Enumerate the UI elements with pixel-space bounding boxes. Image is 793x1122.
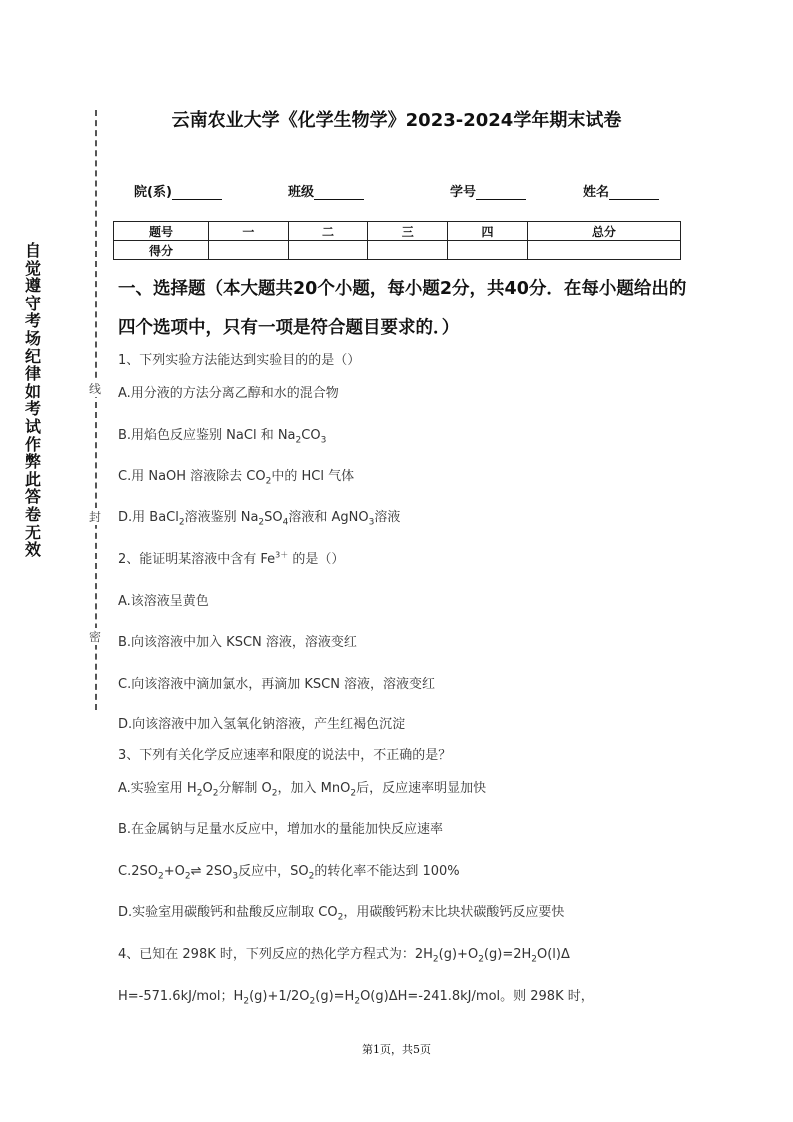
page-footer: 第1页，共5页 — [362, 1043, 431, 1056]
score-cell-4: 四 — [448, 222, 528, 241]
q3-option-c: $C.2SO_2+O_2\rightleftharpoons$ $2SO_3$反应中，$SO_2$的转化率不能达到 100% — [118, 864, 460, 882]
q4-line-1: 4、已知在 298K 时，下列反应的热化学方程式为：$2H_2(g)+O_2(g)=2H_2O(l)\Delta$ — [118, 947, 570, 965]
score-cell-label: 题号 — [114, 222, 209, 241]
class-field: 班级 — [288, 181, 364, 200]
binding-mark-secret: 密 — [85, 628, 105, 645]
q1-option-a: A.用分液的方法分离乙醇和水的混合物 — [118, 386, 339, 401]
score-table — [113, 221, 681, 260]
q4-line-2: H=-571.6kJ/mol；$H_2(g)+1/2O_2(g)=H_2O(g)\Delta H=-241.8kJ$/mol。则 298K 时， — [118, 989, 594, 1007]
q1-option-b: B.用焰色反应鉴别 NaCl 和 $Na_2CO_3$ — [118, 428, 327, 446]
score-cell-2: 二 — [288, 222, 368, 241]
q2-option-d: D.向该溶液中加入氢氧化钠溶液，产生红褐色沉淀 — [118, 717, 406, 732]
binding-dashed-line — [95, 110, 97, 710]
q2-stem: 2、能证明某溶液中含有 $Fe^{3+}$ 的是（） — [118, 550, 345, 567]
q3-option-a: A.实验室用 $H_2O_2$分解制 $O_2$，加入 MnO$_2$后，反应速率明显加快 — [118, 781, 487, 799]
q1-option-d: D.用 BaCl$_2$溶液鉴别 $Na_2SO_4$溶液和 AgNO$_3$溶液 — [118, 510, 401, 528]
score-cell-total: 总分 — [527, 222, 680, 241]
q2-option-c: C.向该溶液中滴加氯水，再滴加 KSCN 溶液，溶液变红 — [118, 677, 436, 692]
score-cell-3: 三 — [368, 222, 448, 241]
score-input-total — [527, 241, 680, 260]
student-id-field: 学号 — [450, 181, 526, 200]
binding-mark-line: 线 — [85, 380, 105, 397]
score-table-header-row — [114, 222, 681, 241]
score-input-4 — [448, 241, 528, 260]
score-input-2 — [288, 241, 368, 260]
q3-option-d: D.实验室用碳酸钙和盐酸反应制取 $CO_2$，用碳酸钙粉末比块状碳酸钙反应要快 — [118, 905, 565, 923]
q2-option-a: A.该溶液呈黄色 — [118, 594, 209, 609]
q2-option-b: B.向该溶液中加入 KSCN 溶液，溶液变红 — [118, 635, 357, 650]
binding-mark-seal: 封 — [85, 508, 105, 525]
score-input-1 — [209, 241, 289, 260]
score-input-3 — [368, 241, 448, 260]
q3-stem: 3、下列有关化学反应速率和限度的说法中，不正确的是？ — [118, 748, 452, 763]
page-title: 云南农业大学《化学生物学》2023-2024学年期末试卷 — [171, 110, 622, 131]
q1-option-c: C.用 NaOH 溶液除去 $CO_2$中的 HCl 气体 — [118, 469, 355, 487]
q3-option-b: B.在金属钠与足量水反应中，增加水的量能加快反应速率 — [118, 822, 444, 837]
department-field: 院(系) — [134, 181, 222, 200]
q1-stem: 1、下列实验方法能达到实验目的的是（） — [118, 353, 361, 368]
score-cell-1: 一 — [209, 222, 289, 241]
exam-discipline-warning: 自觉遵守考场纪律如考试作弊此答卷无效 — [24, 241, 41, 560]
score-row-label: 得分 — [114, 241, 209, 260]
name-field: 姓名 — [583, 181, 659, 200]
score-table-score-row — [114, 241, 681, 260]
section-heading: 一、选择题（本大题共20个小题，每小题2分，共40分．在每小题给出的四个选项中，只有一项是符合题目要求的．） — [118, 279, 687, 338]
